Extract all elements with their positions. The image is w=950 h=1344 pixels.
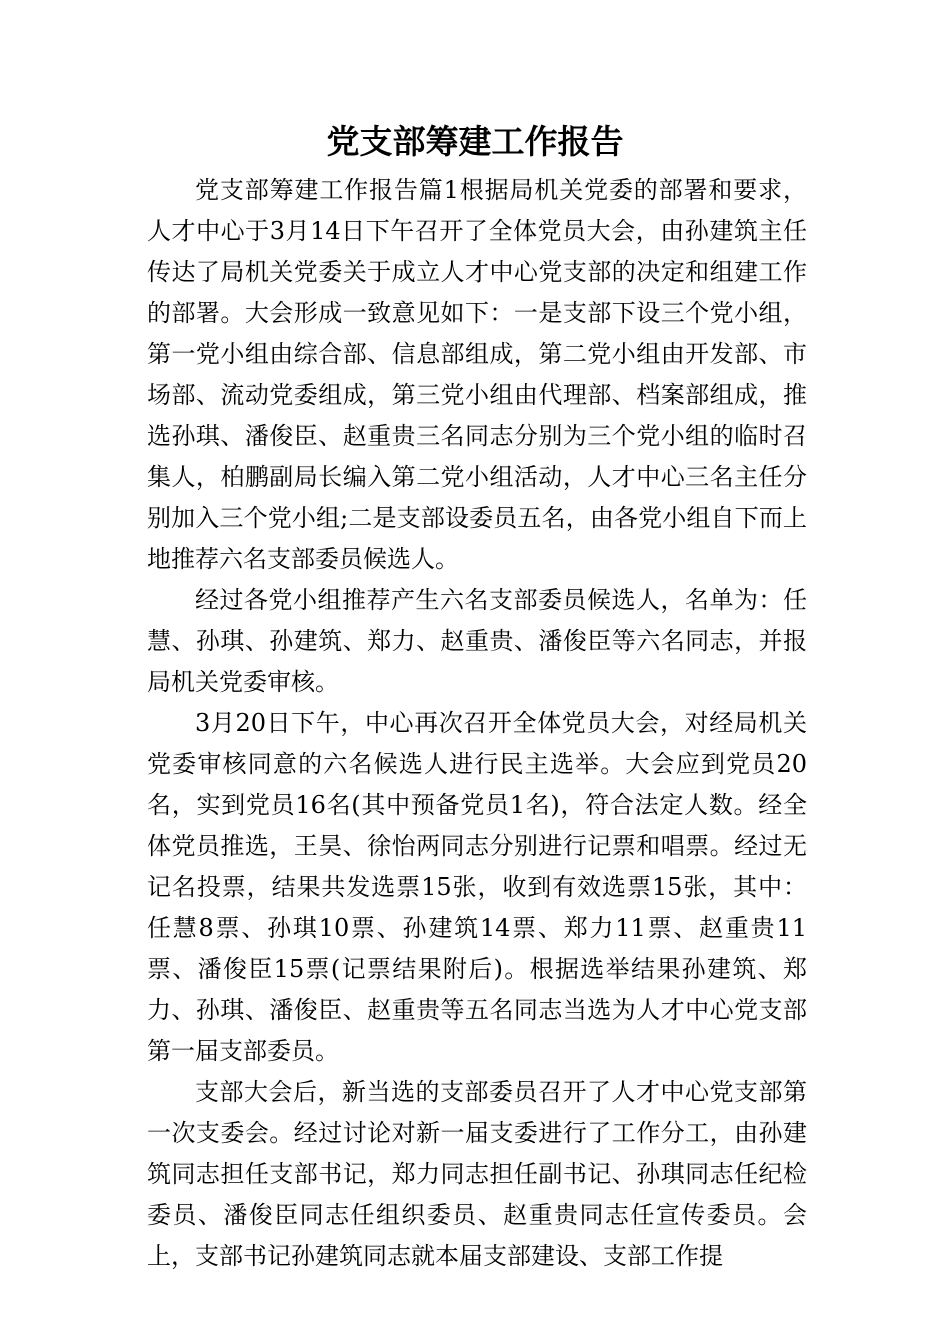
document-body [147, 170, 807, 1277]
paragraph-2: 经过各党小组推荐产生六名支部委员候选人，名单为：任慧、孙琪、孙建筑、郑力、赵重贵、潘俊臣等六名同志，并报局机关党委审核。 [147, 586, 807, 696]
document-title: 党支部筹建工作报告 [326, 122, 624, 161]
paragraph-1: 党支部筹建工作报告篇1根据局机关党委的部署和要求，人才中心于3月14日下午召开了全体党员大会，由孙建筑主任传达了局机关党委关于成立人才中心党支部的决定和组建工作的部署。大会形成一致意见如下：一是支部下设三个党小组，第一党小组由综合部、信息部组成，第二党小组由开发部、市场部、流动党委组成，第三党小组由代理部、档案部组成，推选孙琪、潘俊臣、赵重贵三名同志分别为三个党小组的临时召集人，柏鹏副局长编入第二党小组活动，人才中心三名主任分别加入三个党小组;二是支部设委员五名，由各党小组自下而上地推荐六名支部委员候选人。 [147, 176, 807, 573]
paragraph-3: 3月20日下午，中心再次召开全体党员大会，对经局机关党委审核同意的六名候选人进行民主选举。大会应到党员20名，实到党员16名(其中预备党员1名)，符合法定人数。经全体党员推选，王昊、徐怡两同志分别进行记票和唱票。经过无记名投票，结果共发选票15张，收到有效选票15张，其中：任慧8票、孙琪10票、孙建筑14票、郑力11票、赵重贵11票、潘俊臣15票(记票结果附后)。根据选举结果孙建筑、郑力、孙琪、潘俊臣、赵重贵等五名同志当选为人才中心党支部第一届支部委员。 [147, 709, 807, 1065]
paragraph-4: 支部大会后，新当选的支部委员召开了人才中心党支部第一次支委会。经过讨论对新一届支委进行了工作分工，由孙建筑同志担任支部书记，郑力同志担任副书记、孙琪同志任纪检委员、潘俊臣同志任组织委员、赵重贵同志任宣传委员。会上，支部书记孙建筑同志就本届支部建设、支部工作提 [147, 1078, 807, 1270]
